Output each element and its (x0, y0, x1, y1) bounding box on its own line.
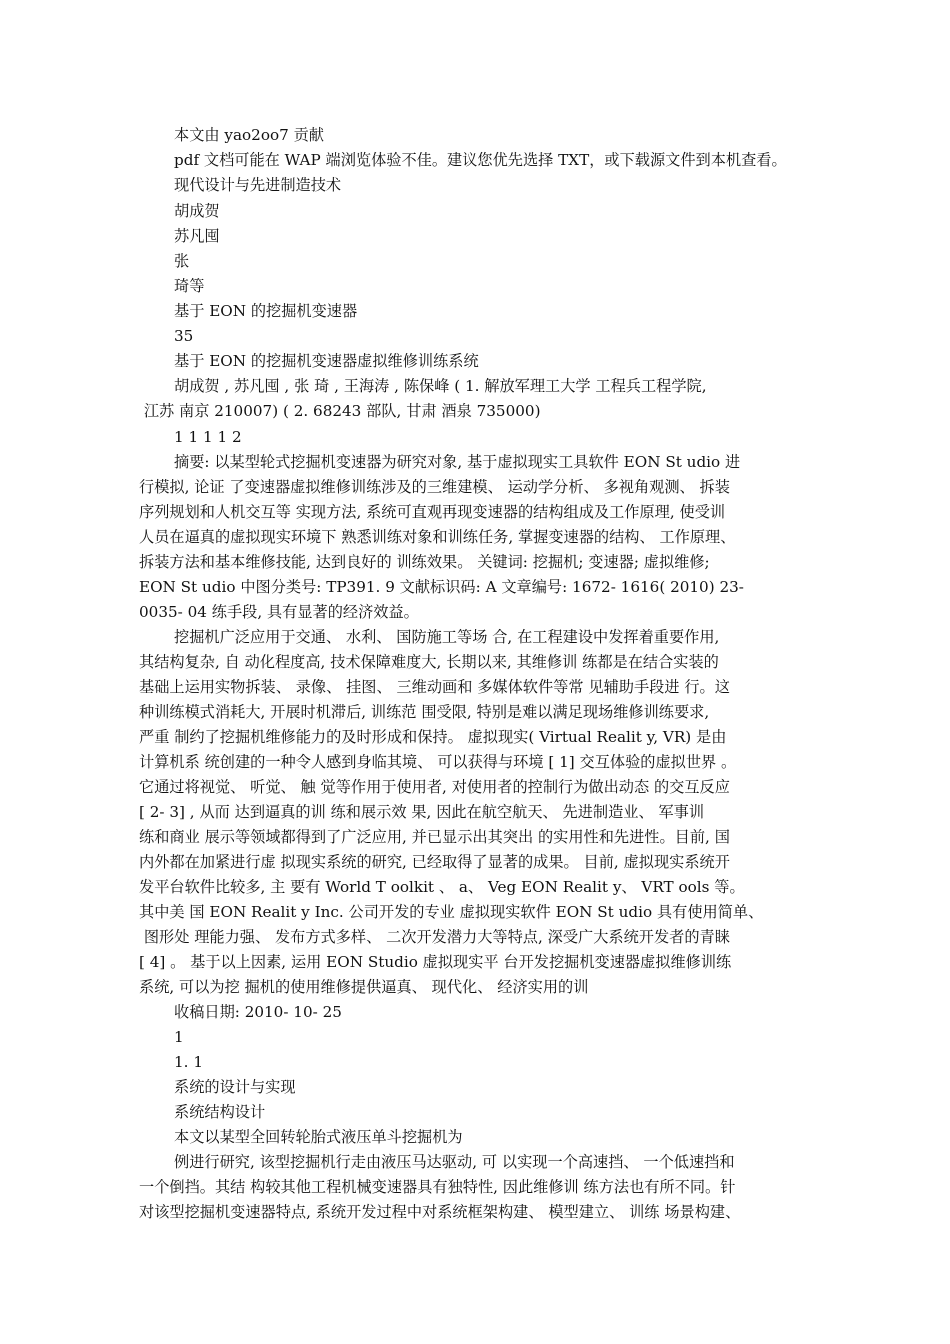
authors-line-2: 江苏 南京 210007) ( 2. 68243 部队, 甘肃 酒泉 735000) (139, 402, 541, 420)
body-line: 种训练模式消耗大, 开展时机滞后, 训练范 围受限, 特别是难以满足现场维修训练要求, (139, 703, 710, 721)
body-line: 一个倒挡。其结 构较其他工程机械变速器具有独特性, 因此维修训 练方法也有所不同。针 (139, 1178, 736, 1196)
subsection-title: 系统结构设计 (174, 1103, 266, 1121)
received-date: 收稿日期: 2010- 10- 25 (174, 1003, 342, 1021)
body-line: 例进行研究, 该型挖掘机行走由液压马达驱动, 可 以实现一个高速挡、 一个低速挡和 (174, 1153, 735, 1171)
abstract-line: 行模拟, 论证 了变速器虚拟维修训练涉及的三维建模、 运动学分析、 多视角观测、 拆装 (139, 478, 730, 496)
body-line: 它通过将视觉、 听觉、 触 觉等作用于使用者, 对使用者的控制行为做出动态 的交互反应 (139, 778, 730, 796)
body-line: 其结构复杂, 自 动化程度高, 技术保障难度大, 长期以来, 其维修训 练都是在结合实装的 (139, 653, 719, 671)
abstract-line: 0035- 04 练手段, 具有显著的经济效益。 (139, 603, 419, 621)
abstract-line: EON St udio 中图分类号: TP391. 9 文献标识码: A 文章编号: 1672- 1616( 2010) 23- (139, 578, 744, 596)
abstract-line: 拆装方法和基本维修技能, 达到良好的 训练效果。 关键词: 挖掘机; 变速器; 虚拟维修; (139, 553, 710, 571)
contributor-line: 本文由 yao2oo7 贡献 (174, 126, 324, 144)
running-author-4: 琦等 (174, 277, 205, 295)
subsection-number: 1. 1 (174, 1053, 203, 1071)
body-line: 内外都在加紧进行虚 拟现实系统的研究, 已经取得了显著的成果。 目前, 虚拟现实系统开 (139, 853, 730, 871)
body-line: [ 4] 。 基于以上因素, 运用 EON Studio 虚拟现实平 台开发挖掘机变速器虚拟维修训练 (139, 953, 732, 971)
abstract-line: 人员在逼真的虚拟现实环境下 熟悉训练对象和训练任务, 掌握变速器的结构、 工作原理、 (139, 528, 736, 546)
body-line: 严重 制约了挖掘机维修能力的及时形成和保持。 虚拟现实( Virtual Realit y, VR) 是由 (139, 728, 727, 746)
running-title: 基于 EON 的挖掘机变速器 (174, 302, 358, 320)
body-line: 基础上运用实物拆装、 录像、 挂图、 三维动画和 多媒体软件等常 见辅助手段进 行。这 (139, 678, 730, 696)
body-line: 挖掘机广泛应用于交通、 水利、 国防施工等场 合, 在工程建设中发挥着重要作用, (174, 628, 720, 646)
page-number: 35 (174, 327, 194, 345)
body-line: 计算机系 统创建的一种令人感到身临其境、 可以获得与环境 [ 1] 交互体验的虚拟世界 。 (139, 753, 737, 771)
abstract-line: 摘要: 以某型轮式挖掘机变速器为研究对象, 基于虚拟现实工具软件 EON St udio 进 (174, 453, 741, 471)
body-line: 其中美 国 EON Realit y Inc. 公司开发的专业 虚拟现实软件 EON St udio 具有使用简单、 (139, 903, 764, 921)
abstract-line: 序列规划和人机交互等 实现方法, 系统可直观再现变速器的结构组成及工作原理, 使受训 (139, 503, 726, 521)
body-line: 图形处 理能力强、 发布方式多样、 二次开发潜力大等特点, 深受广大系统开发者的青睐 (139, 928, 730, 946)
authors-line-1: 胡成贺 , 苏凡囤 , 张 琦 , 王海涛 , 陈保峰 ( 1. 解放军理工大学 工程兵工程学院, (174, 377, 707, 395)
body-line: 系统, 可以为挖 掘机的使用维修提供逼真、 现代化、 经济实用的训 (139, 978, 589, 996)
affiliation-marks: 1 1 1 1 2 (174, 428, 242, 446)
pdf-notice-line: pdf 文档可能在 WAP 端浏览体验不佳。建议您优先选择 TXT，或下载源文件到本机查看。 (174, 151, 787, 169)
running-author-1: 胡成贺 (174, 202, 220, 220)
body-line: 练和商业 展示等领域都得到了广泛应用, 并已显示出其突出 的实用性和先进性。目前, 国 (139, 828, 730, 846)
article-title: 基于 EON 的挖掘机变速器虚拟维修训练系统 (174, 352, 479, 370)
body-line: [ 2- 3] , 从而 达到逼真的训 练和展示效 果, 因此在航空航天、 先进制造业、 军事训 (139, 803, 705, 821)
body-line: 发平台软件比较多, 主 要有 World T oolkit 、 a、 Veg EON Realit y、 VRT ools 等。 (139, 878, 745, 896)
body-line: 对该型挖掘机变速器特点, 系统开发过程中对系统框架构建、 模型建立、 训练 场景构建、 (139, 1203, 741, 1221)
section-number: 1 (174, 1028, 184, 1046)
subsection-lead: 本文以某型全回转轮胎式液压单斗挖掘机为 (174, 1128, 463, 1146)
running-author-2: 苏凡囤 (174, 227, 220, 245)
running-author-3: 张 (174, 252, 190, 270)
section-title: 系统的设计与实现 (174, 1078, 296, 1096)
journal-name: 现代设计与先进制造技术 (174, 176, 342, 194)
